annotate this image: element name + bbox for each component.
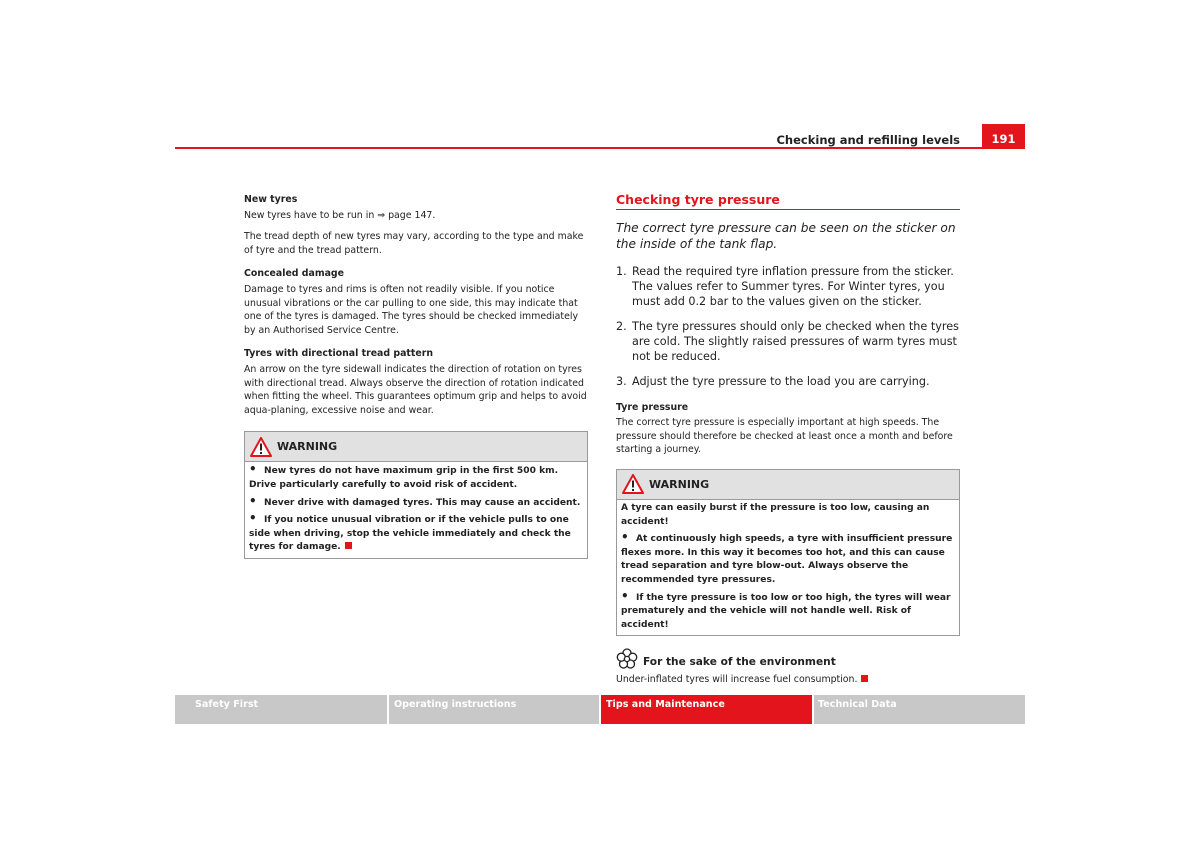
bullet-icon: •: [249, 462, 257, 477]
flower-environment-icon: [616, 648, 638, 670]
step-item: [616, 264, 960, 309]
environment-text-line: [616, 673, 960, 687]
warning-box-tyre-pressure: [616, 469, 960, 636]
step-item: [616, 319, 960, 364]
bullet-icon: •: [249, 493, 257, 508]
concealed-damage-paragraph: Damage to tyres and rims is often not readily visible. If you notice unusual vibrations or the car pulling to one side, this may indicate that one of the tyres is damaged. The tyres should be checked immediately by an Authorised Service Centre.: [244, 283, 578, 336]
step-text: Read the required tyre inflation pressure from the sticker. The values refer to Summer tyres. For Winter tyres, you must add 0.2 bar to the values given on the sticker.: [632, 264, 954, 308]
footer-tab-tips-and-maintenance[interactable]: Tips and Maintenance: [601, 695, 812, 724]
end-of-section-icon: [861, 675, 868, 682]
bullet-icon: •: [621, 530, 629, 545]
warning-lead: A tyre can easily burst if the pressure is too low, causing an accident!: [621, 502, 930, 527]
warning-item-text: Never drive with damaged tyres. This may cause an accident.: [264, 497, 581, 508]
warning-item-text: If the tyre pressure is too low or too high, the tyres will wear prematurely and the vehicle will not handle well. Risk of accident!: [621, 592, 951, 630]
tyre-pressure-heading: Tyre pressure: [616, 401, 689, 413]
step-number: 2.: [616, 319, 627, 333]
warning-item-text: If you notice unusual vibration or if the vehicle pulls to one side when driving, stop the vehicle immediately and check the tyres for damage.: [249, 515, 571, 553]
step-item: [616, 374, 960, 389]
step-number: 1.: [616, 264, 627, 278]
directional-tread-heading: Tyres with directional tread pattern: [244, 348, 434, 360]
bullet-icon: •: [249, 511, 257, 526]
directional-tread-paragraph: An arrow on the tyre sidewall indicates the direction of rotation on tyres with directional tread. Always observe the direction of rotation indicated when fitting the wheel. This guarantees optimum grip and helps to avoid aqua-planing, excessive noise and wear.: [244, 363, 587, 416]
warning-item: [249, 493, 583, 511]
environment-text: Under-inflated tyres will increase fuel consumption.: [616, 674, 858, 686]
right-column: [616, 193, 960, 693]
new-tyres-heading: New tyres: [244, 194, 298, 205]
warning-item: [249, 513, 583, 555]
end-of-section-icon: [345, 542, 352, 549]
concealed-damage-heading: Concealed damage: [244, 268, 344, 280]
steps-list: [616, 264, 960, 389]
warning-header: [245, 432, 587, 462]
warning-item-text: New tyres do not have maximum grip in the first 500 km. Drive particularly carefully to avoid risk of accident.: [249, 466, 559, 490]
section-intro: The correct tyre pressure can be seen on the sticker on the inside of the tank flap.: [616, 220, 956, 251]
bullet-icon: •: [621, 588, 629, 603]
new-tyres-paragraph-2: The tread depth of new tyres may vary, according to the type and make of tyre and the tread pattern.: [244, 231, 584, 256]
warning-title: WARNING: [649, 477, 710, 491]
warning-box-new-tyres: [244, 431, 588, 559]
header-rule: [175, 147, 1025, 149]
step-text: Adjust the tyre pressure to the load you are carrying.: [632, 374, 930, 388]
warning-title: WARNING: [277, 440, 338, 454]
warning-item: [249, 464, 583, 492]
step-text: The tyre pressures should only be checked when the tyres are cold. The slightly raised pressures of warm tyres must not be reduced.: [632, 319, 959, 363]
left-column: [244, 193, 588, 559]
footer-tab-operating-instructions[interactable]: Operating instructions: [389, 695, 599, 724]
step-number: 3.: [616, 374, 627, 388]
new-tyres-paragraph-1: New tyres have to be run in ⇒ page 147.: [244, 209, 436, 221]
footer-tab-technical-data[interactable]: Technical Data: [814, 695, 1025, 724]
warning-item: [621, 532, 955, 587]
warning-body: [245, 462, 587, 558]
warning-header: [617, 470, 959, 500]
running-header-title: Checking and refilling levels: [776, 133, 960, 147]
warning-body: [617, 500, 959, 635]
environment-header: [616, 648, 960, 670]
section-title: Checking tyre pressure: [616, 193, 960, 210]
footer-tab-safety-first[interactable]: Safety First: [175, 695, 387, 724]
warning-item-text: At continuously high speeds, a tyre with insufficient pressure flexes more. In this way it becomes too hot, and this can cause tread separation and tyre blow-out. Always observe the recommended tyre pressures.: [621, 534, 953, 585]
warning-triangle-icon: [622, 474, 644, 494]
warning-triangle-icon: [250, 437, 272, 457]
tyre-pressure-paragraph: The correct tyre pressure is especially important at high speeds. The pressure should therefore be checked at least once a month and before starting a journey.: [616, 417, 953, 456]
page-number: 191: [982, 124, 1025, 149]
environment-heading: For the sake of the environment: [643, 655, 836, 668]
warning-item: [621, 588, 955, 633]
environment-note: [616, 648, 960, 687]
